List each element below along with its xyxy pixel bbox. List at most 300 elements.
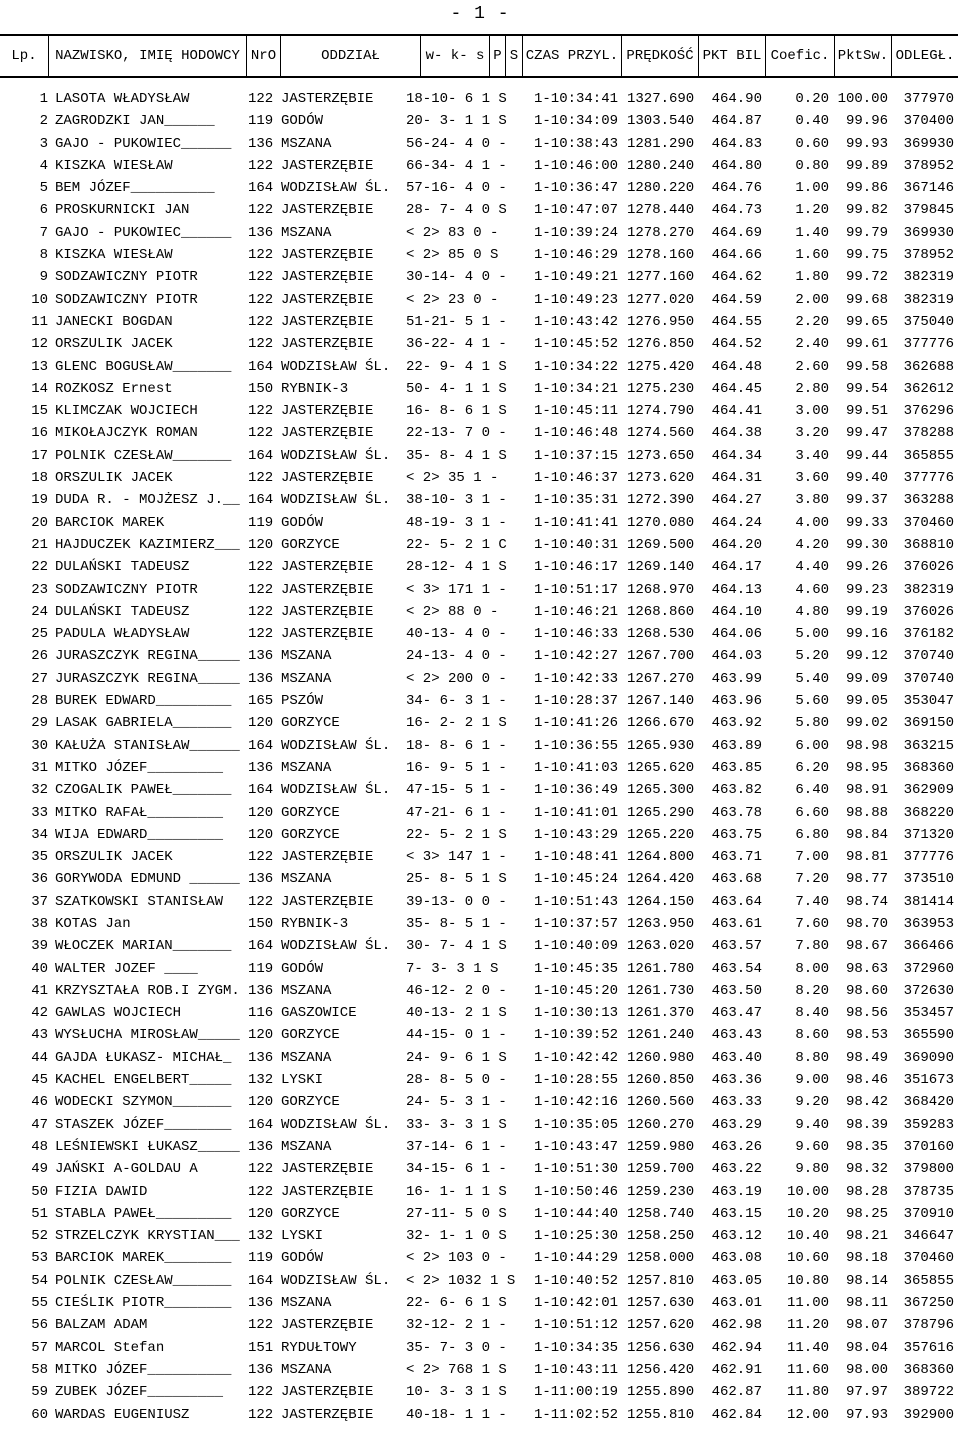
table-row <box>0 534 960 556</box>
cell-oddzial: JASTERZĘBIE <box>281 893 374 910</box>
cell-pktsw: 98.32 <box>845 1161 888 1178</box>
cell-wks: < 2> 83 0 - <box>406 224 499 241</box>
table-row <box>0 133 960 155</box>
cell-pkt-bil: 462.98 <box>711 1317 762 1334</box>
cell-predkosc: 1280.240 <box>627 157 695 174</box>
cell-wks: 32-12- 2 1 - <box>406 1317 507 1334</box>
cell-oddzial: JASTERZĘBIE <box>281 1317 374 1334</box>
cell-pkt-bil: 463.12 <box>711 1228 762 1245</box>
cell-pktsw: 98.98 <box>845 737 888 754</box>
cell-oddzial: JASTERZĘBIE <box>281 1384 374 1401</box>
header-nro: NrO <box>250 48 277 64</box>
cell-name: KRZYSZTAŁA ROB.I ZYGM. <box>55 982 240 999</box>
table-row <box>0 1337 960 1359</box>
table-row <box>0 400 960 422</box>
cell-name: GAJDA ŁUKASZ- MICHAŁ_ <box>55 1049 232 1066</box>
cell-odleg: 377776 <box>903 849 954 866</box>
cell-wks: 24-13- 4 0 - <box>406 648 507 665</box>
cell-pkt-bil: 463.33 <box>711 1094 762 1111</box>
cell-odleg: 362688 <box>903 358 954 375</box>
cell-wks: 22- 5- 2 1 S <box>406 826 507 843</box>
cell-lp: 10 <box>31 291 48 308</box>
cell-czas: 1-10:49:21 <box>534 269 619 286</box>
cell-predkosc: 1257.620 <box>627 1317 695 1334</box>
cell-nro: 122 <box>248 313 274 330</box>
table-row <box>0 1381 960 1403</box>
cell-name: BEM JÓZEF__________ <box>55 180 215 197</box>
cell-name: LEŚNIEWSKI ŁUKASZ_____ <box>55 1138 240 1155</box>
cell-pktsw: 98.84 <box>845 826 888 843</box>
cell-pkt-bil: 463.82 <box>711 782 762 799</box>
cell-lp: 38 <box>31 915 48 932</box>
cell-oddzial: MSZANA <box>281 224 332 241</box>
cell-pkt-bil: 464.66 <box>711 247 762 264</box>
cell-wks: 40-13- 2 1 S <box>406 1005 507 1022</box>
cell-pkt-bil: 464.38 <box>711 425 762 442</box>
cell-odleg: 359283 <box>903 1116 954 1133</box>
cell-predkosc: 1274.560 <box>627 425 695 442</box>
cell-pkt-bil: 463.54 <box>711 960 762 977</box>
cell-predkosc: 1263.020 <box>627 938 695 955</box>
cell-pkt-bil: 464.17 <box>711 559 762 576</box>
cell-lp: 43 <box>31 1027 48 1044</box>
cell-name: KLIMCZAK WOJCIECH <box>55 403 198 420</box>
cell-pktsw: 99.72 <box>845 269 888 286</box>
cell-predkosc: 1278.440 <box>627 202 695 219</box>
cell-wks: 47-21- 6 1 - <box>406 804 507 821</box>
cell-name: BARCIOK MAREK________ <box>55 1250 232 1267</box>
cell-nro: 122 <box>248 559 274 576</box>
cell-lp: 26 <box>31 648 48 665</box>
cell-name: DULAŃSKI TADEUSZ <box>55 603 190 620</box>
cell-czas: 1-11:02:52 <box>534 1406 619 1423</box>
cell-odleg: 367146 <box>903 180 954 197</box>
cell-name: DUDA R. - MOJŻESZ J.__ <box>55 492 240 509</box>
cell-pktsw: 99.16 <box>845 626 888 643</box>
cell-name: PADULA WŁADYSŁAW <box>55 626 190 643</box>
cell-wks: 10- 3- 3 1 S <box>406 1384 507 1401</box>
cell-czas: 1-10:46:17 <box>534 559 619 576</box>
cell-coefic: 8.20 <box>795 982 829 999</box>
cell-odleg: 389722 <box>903 1384 954 1401</box>
cell-odleg: 370460 <box>903 514 954 531</box>
cell-odleg: 378796 <box>903 1317 954 1334</box>
cell-czas: 1-10:46:00 <box>534 157 619 174</box>
header-oddzial: ODDZIAŁ <box>321 48 380 64</box>
table-row <box>0 779 960 801</box>
cell-oddzial: WODZISŁAW ŚL. <box>281 1272 391 1289</box>
cell-lp: 29 <box>31 715 48 732</box>
cell-name: GORYWODA EDMUND ______ <box>55 871 240 888</box>
header-czas: CZAS PRZYL. <box>525 48 619 64</box>
cell-wks: 25- 8- 5 1 S <box>406 871 507 888</box>
cell-name: GAJO - PUKOWIEC______ <box>55 224 232 241</box>
cell-oddzial: MSZANA <box>281 759 332 776</box>
cell-pktsw: 99.30 <box>845 536 888 553</box>
cell-czas: 1-10:41:01 <box>534 804 619 821</box>
cell-czas: 1-10:42:01 <box>534 1295 619 1312</box>
cell-odleg: 353047 <box>903 693 954 710</box>
cell-oddzial: JASTERZĘBIE <box>281 157 374 174</box>
cell-pktsw: 99.86 <box>845 180 888 197</box>
cell-pktsw: 99.05 <box>845 693 888 710</box>
cell-pkt-bil: 464.41 <box>711 403 762 420</box>
cell-nro: 136 <box>248 982 274 999</box>
table-row <box>0 1024 960 1046</box>
cell-oddzial: RYBNIK-3 <box>281 915 349 932</box>
cell-nro: 122 <box>248 893 274 910</box>
cell-wks: 34-15- 6 1 - <box>406 1161 507 1178</box>
table-row <box>0 1359 960 1381</box>
cell-czas: 1-10:47:07 <box>534 202 619 219</box>
page-number: - 1 - <box>450 4 510 24</box>
cell-nro: 122 <box>248 470 274 487</box>
cell-name: LASAK GABRIELA_______ <box>55 715 232 732</box>
cell-wks: 44-15- 0 1 - <box>406 1027 507 1044</box>
cell-lp: 32 <box>31 782 48 799</box>
cell-pkt-bil: 464.48 <box>711 358 762 375</box>
cell-pktsw: 99.82 <box>845 202 888 219</box>
cell-name: MITKO JÓZEF__________ <box>55 1361 232 1378</box>
cell-odleg: 381414 <box>903 893 954 910</box>
cell-predkosc: 1268.970 <box>627 581 695 598</box>
cell-czas: 1-10:36:55 <box>534 737 619 754</box>
cell-pkt-bil: 464.45 <box>711 380 762 397</box>
cell-oddzial: WODZISŁAW ŚL. <box>281 492 391 509</box>
cell-coefic: 5.40 <box>795 670 829 687</box>
table-row <box>0 1404 960 1426</box>
cell-oddzial: JASTERZĘBIE <box>281 1161 374 1178</box>
table-row <box>0 846 960 868</box>
cell-odleg: 370400 <box>903 113 954 130</box>
cell-name: BARCIOK MAREK <box>55 514 165 531</box>
cell-coefic: 7.80 <box>795 938 829 955</box>
cell-pktsw: 98.53 <box>845 1027 888 1044</box>
cell-lp: 19 <box>31 492 48 509</box>
cell-pkt-bil: 463.05 <box>711 1272 762 1289</box>
cell-oddzial: GASZOWICE <box>281 1005 357 1022</box>
cell-wks: 36-22- 4 1 - <box>406 336 507 353</box>
cell-pktsw: 98.04 <box>845 1339 888 1356</box>
cell-pkt-bil: 464.03 <box>711 648 762 665</box>
table-row <box>0 1091 960 1113</box>
cell-predkosc: 1255.890 <box>627 1384 695 1401</box>
cell-odleg: 353457 <box>903 1005 954 1022</box>
cell-predkosc: 1261.780 <box>627 960 695 977</box>
cell-nro: 164 <box>248 447 274 464</box>
cell-name: CZOGALIK PAWEŁ_______ <box>55 782 232 799</box>
cell-lp: 5 <box>39 180 48 197</box>
cell-nro: 120 <box>248 826 274 843</box>
cell-coefic: 6.40 <box>795 782 829 799</box>
cell-lp: 30 <box>31 737 48 754</box>
cell-oddzial: MSZANA <box>281 135 332 152</box>
cell-predkosc: 1273.620 <box>627 470 695 487</box>
cell-wks: 40-13- 4 0 - <box>406 626 507 643</box>
cell-predkosc: 1268.860 <box>627 603 695 620</box>
cell-odleg: 379800 <box>903 1161 954 1178</box>
cell-pktsw: 98.35 <box>845 1138 888 1155</box>
cell-czas: 1-10:34:41 <box>534 91 619 107</box>
table-row <box>0 489 960 511</box>
cell-pktsw: 98.70 <box>845 915 888 932</box>
table-row <box>0 1047 960 1069</box>
cell-czas: 1-10:43:29 <box>534 826 619 843</box>
cell-czas: 1-10:46:37 <box>534 470 619 487</box>
table-row <box>0 980 960 1002</box>
table-row <box>0 1270 960 1292</box>
cell-lp: 40 <box>31 960 48 977</box>
cell-predkosc: 1265.290 <box>627 804 695 821</box>
table-row <box>0 445 960 467</box>
cell-pkt-bil: 464.87 <box>711 113 762 130</box>
cell-pktsw: 98.42 <box>845 1094 888 1111</box>
cell-czas: 1-10:45:11 <box>534 403 619 420</box>
cell-oddzial: JASTERZĘBIE <box>281 581 374 598</box>
cell-wks: 18-10- 6 1 S <box>406 91 507 107</box>
header-p: P <box>493 48 502 64</box>
cell-lp: 12 <box>31 336 48 353</box>
cell-name: STASZEK JÓZEF________ <box>55 1116 232 1133</box>
cell-coefic: 7.20 <box>795 871 829 888</box>
results-table-body <box>0 88 960 1426</box>
header-lp: Lp. <box>11 48 37 64</box>
cell-predkosc: 1267.270 <box>627 670 695 687</box>
cell-lp: 1 <box>39 91 48 107</box>
cell-nro: 122 <box>248 269 274 286</box>
cell-nro: 164 <box>248 492 274 509</box>
cell-pkt-bil: 463.78 <box>711 804 762 821</box>
cell-pkt-bil: 464.06 <box>711 626 762 643</box>
cell-wks: < 2> 103 0 - <box>406 1250 507 1267</box>
table-row <box>0 690 960 712</box>
cell-pkt-bil: 464.62 <box>711 269 762 286</box>
cell-oddzial: JASTERZĘBIE <box>281 1406 374 1423</box>
cell-nro: 164 <box>248 358 274 375</box>
cell-odleg: 365590 <box>903 1027 954 1044</box>
cell-nro: 165 <box>248 693 274 710</box>
cell-pkt-bil: 464.24 <box>711 514 762 531</box>
cell-coefic: 4.20 <box>795 536 829 553</box>
cell-nro: 122 <box>248 603 274 620</box>
cell-predkosc: 1258.250 <box>627 1228 695 1245</box>
cell-name: JANECKI BOGDAN <box>55 313 173 330</box>
cell-lp: 14 <box>31 380 48 397</box>
cell-pkt-bil: 464.10 <box>711 603 762 620</box>
cell-lp: 15 <box>31 403 48 420</box>
cell-czas: 1-10:43:11 <box>534 1361 619 1378</box>
cell-odleg: 363215 <box>903 737 954 754</box>
cell-czas: 1-10:45:20 <box>534 982 619 999</box>
cell-nro: 136 <box>248 871 274 888</box>
cell-pktsw: 98.39 <box>845 1116 888 1133</box>
cell-czas: 1-10:36:49 <box>534 782 619 799</box>
cell-name: LASOTA WŁADYSŁAW <box>55 91 190 107</box>
cell-wks: 39-13- 0 0 - <box>406 893 507 910</box>
cell-odleg: 365855 <box>903 1272 954 1289</box>
cell-nro: 122 <box>248 1161 274 1178</box>
cell-pktsw: 98.81 <box>845 849 888 866</box>
cell-coefic: 1.40 <box>795 224 829 241</box>
cell-oddzial: JASTERZĘBIE <box>281 202 374 219</box>
cell-coefic: 7.40 <box>795 893 829 910</box>
cell-pktsw: 98.88 <box>845 804 888 821</box>
cell-czas: 1-11:00:19 <box>534 1384 619 1401</box>
cell-name: DULAŃSKI TADEUSZ <box>55 559 190 576</box>
cell-name: MIKOŁAJCZYK ROMAN <box>55 425 198 442</box>
cell-lp: 9 <box>39 269 48 286</box>
cell-wks: 32- 1- 1 0 S <box>406 1228 507 1245</box>
table-row <box>0 935 960 957</box>
cell-oddzial: RYBNIK-3 <box>281 380 349 397</box>
cell-predkosc: 1265.930 <box>627 737 695 754</box>
cell-name: BUREK EDWARD_________ <box>55 693 232 710</box>
cell-czas: 1-10:41:26 <box>534 715 619 732</box>
cell-oddzial: GODÓW <box>281 1250 324 1267</box>
cell-czas: 1-10:49:23 <box>534 291 619 308</box>
cell-czas: 1-10:46:29 <box>534 247 619 264</box>
cell-pktsw: 99.19 <box>845 603 888 620</box>
cell-czas: 1-10:35:05 <box>534 1116 619 1133</box>
cell-lp: 49 <box>31 1161 48 1178</box>
cell-lp: 60 <box>31 1406 48 1423</box>
cell-pktsw: 99.23 <box>845 581 888 598</box>
cell-pktsw: 99.51 <box>845 403 888 420</box>
cell-coefic: 3.00 <box>795 403 829 420</box>
cell-name: STRZELCZYK KRYSTIAN___ <box>55 1228 240 1245</box>
cell-pktsw: 98.25 <box>845 1205 888 1222</box>
cell-odleg: 378735 <box>903 1183 954 1200</box>
table-row <box>0 1181 960 1203</box>
cell-name: SODZAWICZNY PIOTR <box>55 581 198 598</box>
cell-czas: 1-10:51:12 <box>534 1317 619 1334</box>
cell-oddzial: MSZANA <box>281 648 332 665</box>
table-row <box>0 1225 960 1247</box>
cell-czas: 1-10:40:09 <box>534 938 619 955</box>
cell-pkt-bil: 463.43 <box>711 1027 762 1044</box>
cell-wks: 47-15- 5 1 - <box>406 782 507 799</box>
cell-predkosc: 1263.950 <box>627 915 695 932</box>
cell-lp: 27 <box>31 670 48 687</box>
cell-odleg: 368360 <box>903 1361 954 1378</box>
table-row <box>0 177 960 199</box>
cell-pkt-bil: 463.19 <box>711 1183 762 1200</box>
cell-lp: 53 <box>31 1250 48 1267</box>
cell-lp: 37 <box>31 893 48 910</box>
cell-name: WIJA EDWARD_________ <box>55 826 224 843</box>
cell-oddzial: GORZYCE <box>281 1027 340 1044</box>
cell-predkosc: 1276.850 <box>627 336 695 353</box>
table-header <box>0 34 958 78</box>
cell-nro: 122 <box>248 91 274 107</box>
cell-lp: 20 <box>31 514 48 531</box>
cell-pkt-bil: 462.91 <box>711 1361 762 1378</box>
cell-czas: 1-10:51:30 <box>534 1161 619 1178</box>
cell-nro: 120 <box>248 1094 274 1111</box>
cell-wks: 46-12- 2 0 - <box>406 982 507 999</box>
cell-predkosc: 1270.080 <box>627 514 695 531</box>
cell-name: ORSZULIK JACEK <box>55 336 173 353</box>
cell-wks: 48-19- 3 1 - <box>406 514 507 531</box>
cell-nro: 164 <box>248 938 274 955</box>
cell-odleg: 369090 <box>903 1049 954 1066</box>
table-row <box>0 891 960 913</box>
cell-name: GAWLAS WOJCIECH <box>55 1005 182 1022</box>
cell-czas: 1-10:40:31 <box>534 536 619 553</box>
cell-czas: 1-10:46:21 <box>534 603 619 620</box>
table-row <box>0 110 960 132</box>
cell-coefic: 10.00 <box>786 1183 829 1200</box>
cell-wks: 51-21- 5 1 - <box>406 313 507 330</box>
table-row <box>0 155 960 177</box>
cell-pkt-bil: 464.52 <box>711 336 762 353</box>
cell-coefic: 6.00 <box>795 737 829 754</box>
cell-predkosc: 1280.220 <box>627 180 695 197</box>
cell-name: SZATKOWSKI STANISŁAW <box>55 893 224 910</box>
cell-oddzial: JASTERZĘBIE <box>281 313 374 330</box>
cell-oddzial: MSZANA <box>281 670 332 687</box>
cell-nro: 122 <box>248 291 274 308</box>
cell-lp: 52 <box>31 1228 48 1245</box>
cell-lp: 23 <box>31 581 48 598</box>
cell-lp: 31 <box>31 759 48 776</box>
table-row <box>0 244 960 266</box>
cell-predkosc: 1303.540 <box>627 113 695 130</box>
cell-czas: 1-10:43:47 <box>534 1138 619 1155</box>
cell-predkosc: 1259.700 <box>627 1161 695 1178</box>
cell-czas: 1-10:50:46 <box>534 1183 619 1200</box>
cell-nro: 122 <box>248 626 274 643</box>
cell-wks: 33- 3- 3 1 S <box>406 1116 507 1133</box>
cell-wks: 28- 8- 5 0 - <box>406 1072 507 1089</box>
cell-coefic: 2.60 <box>795 358 829 375</box>
cell-czas: 1-10:37:57 <box>534 915 619 932</box>
cell-pkt-bil: 463.89 <box>711 737 762 754</box>
cell-czas: 1-10:44:29 <box>534 1250 619 1267</box>
cell-oddzial: JASTERZĘBIE <box>281 425 374 442</box>
cell-odleg: 379845 <box>903 202 954 219</box>
header-predkosc: PRĘDKOŚĆ <box>626 48 694 64</box>
cell-coefic: 8.00 <box>795 960 829 977</box>
cell-wks: 30-14- 4 0 - <box>406 269 507 286</box>
cell-nro: 136 <box>248 1295 274 1312</box>
cell-pkt-bil: 464.80 <box>711 157 762 174</box>
cell-czas: 1-10:41:41 <box>534 514 619 531</box>
cell-odleg: 375040 <box>903 313 954 330</box>
cell-oddzial: WODZISŁAW ŚL. <box>281 782 391 799</box>
cell-predkosc: 1327.690 <box>627 91 695 107</box>
cell-coefic: 2.40 <box>795 336 829 353</box>
cell-oddzial: GODÓW <box>281 960 324 977</box>
cell-coefic: 4.40 <box>795 559 829 576</box>
cell-odleg: 366466 <box>903 938 954 955</box>
cell-coefic: 8.60 <box>795 1027 829 1044</box>
cell-oddzial: WODZISŁAW ŚL. <box>281 447 391 464</box>
cell-oddzial: MSZANA <box>281 1361 332 1378</box>
cell-wks: 22- 5- 2 1 C <box>406 536 507 553</box>
cell-name: CIEŚLIK PIOTR________ <box>55 1295 232 1312</box>
cell-nro: 150 <box>248 380 274 397</box>
cell-pktsw: 99.93 <box>845 135 888 152</box>
cell-oddzial: MSZANA <box>281 1049 332 1066</box>
cell-nro: 136 <box>248 648 274 665</box>
cell-nro: 136 <box>248 135 274 152</box>
cell-coefic: 1.80 <box>795 269 829 286</box>
cell-nro: 120 <box>248 804 274 821</box>
cell-predkosc: 1259.230 <box>627 1183 695 1200</box>
table-row <box>0 378 960 400</box>
cell-coefic: 0.60 <box>795 135 829 152</box>
